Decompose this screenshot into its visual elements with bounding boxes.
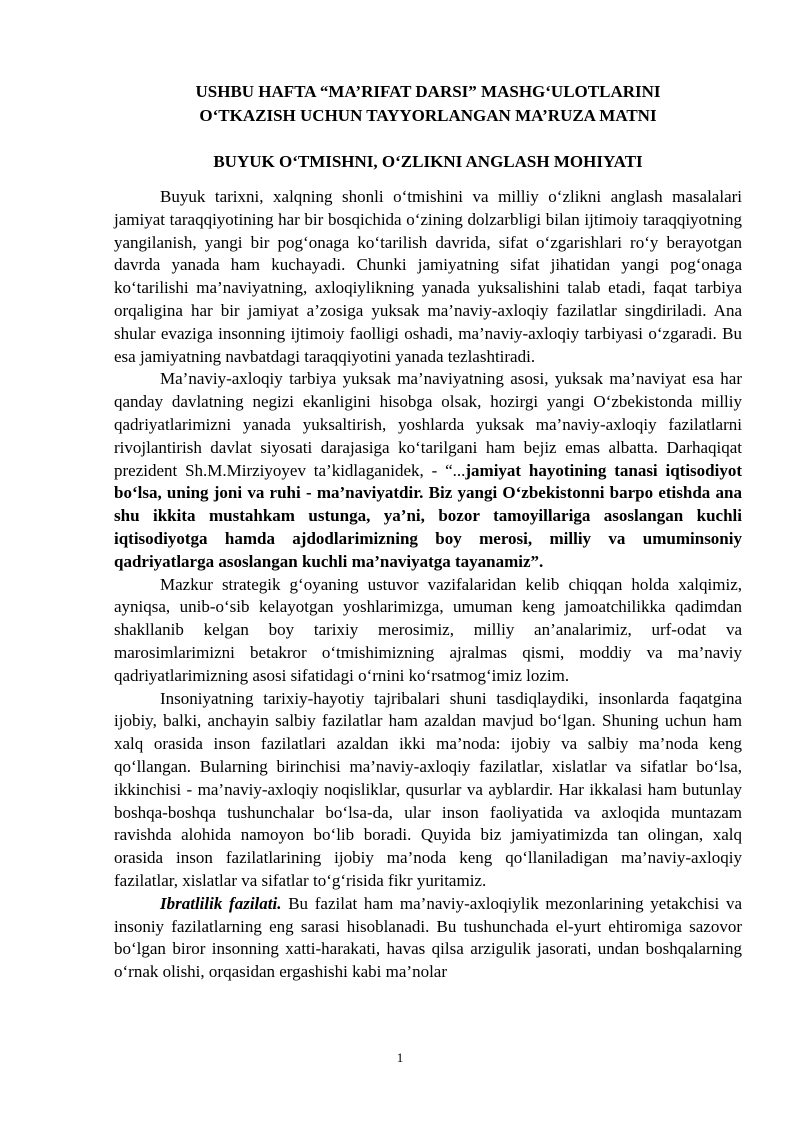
president-quote: jamiyat hayotining tanasi iqtisodiyot bo‘lsa, uning joni va ruhi - ma’naviyatdir. Biz yangi O‘zbekistonni barpo etishda ana shu ikkita mustahkam ustunga, ya’ni, bozor tamoyillariga asoslangan kuchli iqtisodiyotga hamda ajdodlarimizning boy merosi, milliy va umuminsoniy qadriyatlarga asoslangan kuchli ma’naviyatga tayanamiz”. <box>114 460 742 571</box>
paragraph-1: Buyuk tarixni, xalqning shonli o‘tmishini va milliy o‘zlikni anglash masalalari jamiyat taraqqiyotining har bir bosqichida o‘zining dolzarbligi bilan ijtimoiy taraqqiyotning yangilanish, yangi bir pog‘onaga ko‘tarilish davrida, sifat o‘zgarishlari ro‘y berayotgan davrda yanada ham kuchayadi. Chunki jamiyatning sifat jihatidan yangi pog‘onaga ko‘tarilishi ma’naviyatning, axloqiylikning yanada yuksalishini talab etadi, faqat tarbiya orqaligina har bir jamiyat a’zosiga yuksak ma’naviy-axloqiy fazilatlar singdiriladi. Ana shular evaziga insonning ijtimoiy faolligi oshadi, ma’naviy-axloqiy tarbiyasi o‘zgaradi. Bu esa jamiyatning navbatdagi taraqqiyotini yanada tezlashtiradi. <box>114 187 742 366</box>
document-subtitle: BUYUK O‘TMISHNI, O‘ZLIKNI ANGLASH MOHIYATI <box>213 152 643 171</box>
section-heading-ibratlilik: Ibratlilik fazilati. <box>160 893 282 913</box>
paragraph-2-text: Ma’naviy-axloqiy tarbiya yuksak ma’naviyatning asosi, yuksak ma’naviyat esa har qanday davlatning negizi ekanligini hisobga olsak, hozirgi yangi O‘zbekistonda milliy qadriyatlarimizni yanada yuksaltirish, yoshlarda yuksak ma’naviy-axloqiy fazilatlarni rivojlantirish davlat siyosati darajasiga ko‘tarilgani ham bejiz emas albatta. Darhaqiqat prezident Sh.M.Mirziyoyev ta’kidlaganidek, - “... <box>114 369 742 480</box>
paragraph-3: Mazkur strategik g‘oyaning ustuvor vazifalaridan kelib chiqqan holda xalqimiz, ayniqsa, unib-o‘sib kelayotgan yoshlarimizga, umuman keng jamoatchilikka qadimdan shakllanib kelgan boy tarixiy merosimiz, milliy an’analarimiz, urf-odat va marosimlarimizni betakror o‘tmishimizning ajralmas qismi, moddiy va ma’naviy qadriyatlarimizning asosi sifatidagi o‘rnini ko‘rsatmog‘imiz lozim. <box>114 574 742 685</box>
document-title <box>114 80 742 128</box>
page-number: 1 <box>396 1050 404 1065</box>
document-body <box>114 80 742 984</box>
title-line-2: O‘TKAZISH UCHUN TAYYORLANGAN MA’RUZA MATNI <box>199 106 657 125</box>
title-line-1: USHBU HAFTA “MA’RIFAT DARSI” MASHG‘ULOTLARINI <box>195 82 661 101</box>
paragraph-5 <box>114 893 742 984</box>
paragraph-4: Insoniyatning tarixiy-hayotiy tajribalari shuni tasdiqlaydiki, insonlarda faqatgina ijobiy, balki, anchayin salbiy fazilatlar ham azaldan mavjud bo‘lgan. Shuning uchun ham xalq orasida inson fazilatlari azaldan ikki ma’noda: ijobiy va salbiy ma’noda keng qo‘llangan. Bularning birinchisi ma’naviy-axloqiy fazilatlar, xislatlar va sifatlar bo‘lsa, ikkinchisi - ma’naviy-axloqiy noqisliklar, qusurlar va ayblardir. Har ikkalasi ham butunlay boshqa-boshqa tushunchalar bo‘lsa-da, ular inson faoliyatida va axloqida muntazam ravishda alohida namoyon bo‘lib boradi. Quyida biz jamiyatimizda tan olingan, xalq orasida inson fazilatlarining ijobiy ma’noda keng qo‘llaniladigan ma’naviy-axloqiy fazilatlar, xislatlar va sifatlar to‘g‘risida fikr yuritamiz. <box>114 688 742 890</box>
paragraph-5-text: Bu fazilat ham ma’naviy-axloqiylik mezonlarining yetakchisi va insoniy fazilatlarning eng sarasi hisoblanadi. Bu tushunchada el-yurt ehtiromiga sazovor bo‘lgan biror insonning xatti-harakati, havas qilsa arzigulik jasorati, undan boshqalarning o‘rnak olishi, orqasidan ergashishi kabi ma’nolar <box>114 893 742 982</box>
paragraph-2 <box>114 368 742 573</box>
